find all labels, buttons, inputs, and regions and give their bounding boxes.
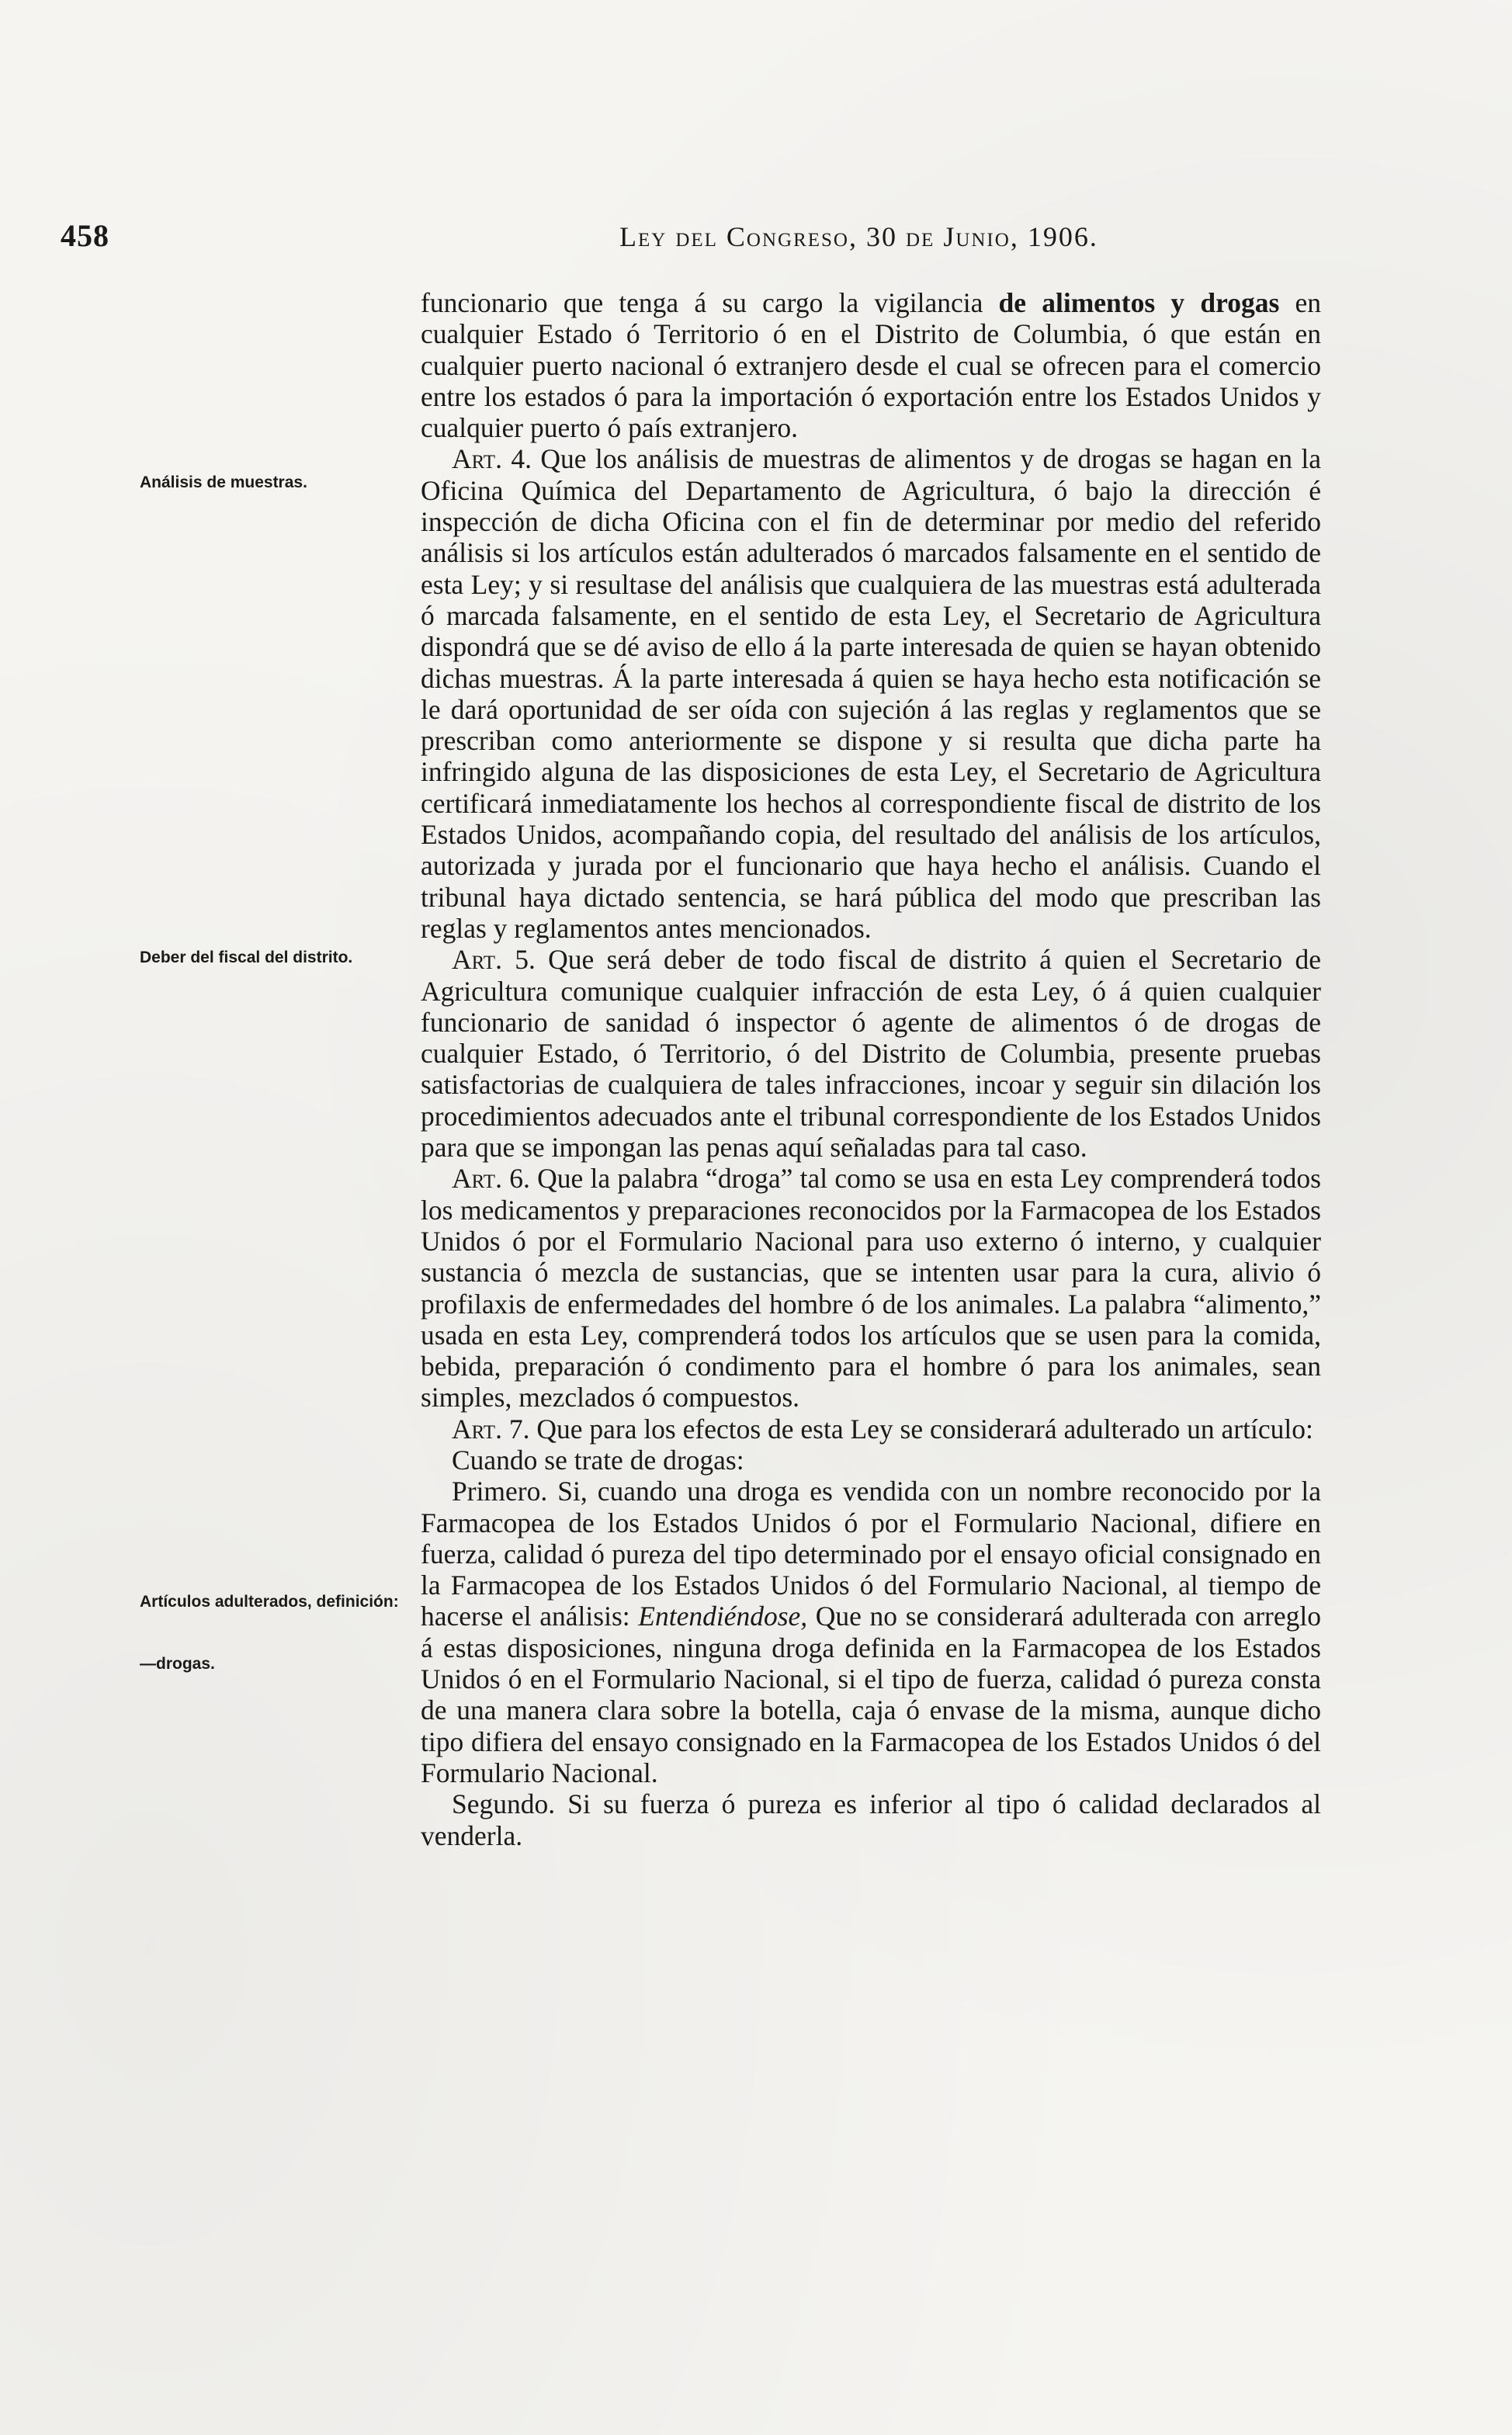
- sidenote-articulos-adulterados: Artículos adulterados, definición:: [140, 1593, 399, 1611]
- sidenote-analisis: Análisis de muestras.: [140, 473, 307, 491]
- paragraph-primero: [421, 1476, 1321, 1788]
- article-text: Que los análisis de muestras de alimentos y de drogas se hagan en la Oficina Química del Departamento de Agricultura, ó bajo la dirección é inspección de dicha Oficina con el fin de determinar por medio del referido análisis si los artículos están adulterados ó marcados falsamente en el sentido de esta Ley; y si resultase del análisis que cualquiera de las muestras está adulterada ó marcada falsamente, en el sentido de esta Ley, el Secretario de Agricultura dispondrá que se dé aviso de ello á la parte interesada de quien se hayan obtenido dichas muestras. Á la parte interesada á quien se haya hecho esta notificación se le dará oportunidad de ser oída con sujeción á las reglas y reglamentos que se prescriban como anteriormente se dispone y si resulta que dicha parte ha infringido alguna de las disposiciones de esta Ley, el Secretario de Agricultura certificará inmediatamente los hechos al correspondiente fiscal de distrito de los Estados Unidos, acompañando copia, del resultado del análisis de los artículos, autorizada y jurada por el funcionario que haya hecho el análisis. Cuando el tribunal haya dictado sentencia, se hará pública del modo que prescriban las reglas y reglamentos antes mencionados.: [421, 443, 1321, 944]
- article-text: Que la palabra “droga” tal como se usa en esta Ley comprenderá todos los medicamentos y preparaciones reconocidos por la Farmacopea de los Estados Unidos ó por el Formulario Nacional para uso externo ó interno, y cualquier sustancia ó mezcla de sustancias, que se intenten usar para la cura, alivio ó profilaxis de enfermedades del hombre ó de los animales. La palabra “alimento,” usada en esta Ley, comprenderá todos los artículos que se usen para la comida, bebida, preparación ó condimento para el hombre ó para los animales, sean simples, mezclados ó compuestos.: [421, 1163, 1321, 1413]
- article-5: [421, 944, 1321, 1163]
- running-head: Ley del Congreso, 30 de Junio, 1906.: [619, 221, 1098, 252]
- article-text: Que será deber de todo fiscal de distrito á quien el Secretario de Agricultura comunique cualquier infracción de esta Ley, ó á quien cualquier funcionario de sanidad ó inspector ó agente de alimentos ó de drogas de cualquier Estado, ó Territorio, ó del Distrito de Columbia, presente pruebas satisfactorias de cualquiera de tales infracciones, incoar y seguir sin dilación los procedimientos adecuados ante el tribunal correspondiente de los Estados Unidos para que se impongan las penas aquí señaladas para tal caso.: [421, 944, 1321, 1164]
- text-span: Que no se considerará adulterada con arreglo á estas disposiciones, ninguna droga definida en la Farmacopea de los Estados Unidos ó en el Formulario Nacional, si el tipo de fuerza, calidad ó pureza consta de una manera clara sobre la botella, caja ó envase de la misma, aunque dicho tipo difiera del ensayo consignado en la Farmacopea de los Estados Unidos ó del Formulario Nacional.: [421, 1601, 1321, 1788]
- article-6: [421, 1163, 1321, 1413]
- article-text: Que para los efectos de esta Ley se considerará adulterado un artículo:: [529, 1413, 1313, 1445]
- text-span: Primero. Si, cuando una droga es vendida con un nombre reconocido por la Farmacopea de los Estados Unidos ó por el Formulario Nacional, difiere en fuerza, calidad ó pureza del tipo determinado por el ensayo oficial consignado en la Farmacopea de los Estados Unidos ó del Formulario Nacional, al tiempo de hacerse el análisis:: [421, 1476, 1321, 1632]
- text-span: funcionario que tenga á su cargo la vigilancia: [421, 287, 999, 318]
- paragraph-cuando: Cuando se trate de drogas:: [452, 1444, 744, 1476]
- sidenote-deber-fiscal: Deber del fiscal del distrito.: [140, 949, 353, 966]
- page-number: 458: [61, 218, 109, 253]
- paragraph-segundo: Segundo. Si su fuerza ó pureza es inferior al tipo ó calidad declarados al venderla.: [421, 1788, 1321, 1851]
- article-7: [421, 1413, 1321, 1445]
- page-header: [61, 217, 1209, 264]
- text-span-bold: de alimentos y drogas: [998, 287, 1280, 318]
- article-label: Art. 6.: [452, 1163, 530, 1195]
- article-label: Art. 4.: [452, 443, 532, 475]
- article-4: [421, 443, 1321, 944]
- article-label: Art. 7.: [452, 1413, 530, 1445]
- main-text: [421, 287, 1321, 1851]
- text-span-italic: Entendiéndose,: [638, 1601, 808, 1632]
- article-label: Art. 5.: [452, 944, 536, 976]
- text-span: en cualquier Estado ó Territorio ó en el Distrito de Columbia, ó que están en cualquier puerto nacional ó extranjero desde el cual se ofrecen para el comercio entre los estados ó para la importación ó exportación entre los Estados Unidos y cualquier puerto ó país extranjero.: [421, 287, 1321, 444]
- sidenote-drogas: —drogas.: [140, 1655, 215, 1673]
- paragraph-continuation: [421, 287, 1321, 443]
